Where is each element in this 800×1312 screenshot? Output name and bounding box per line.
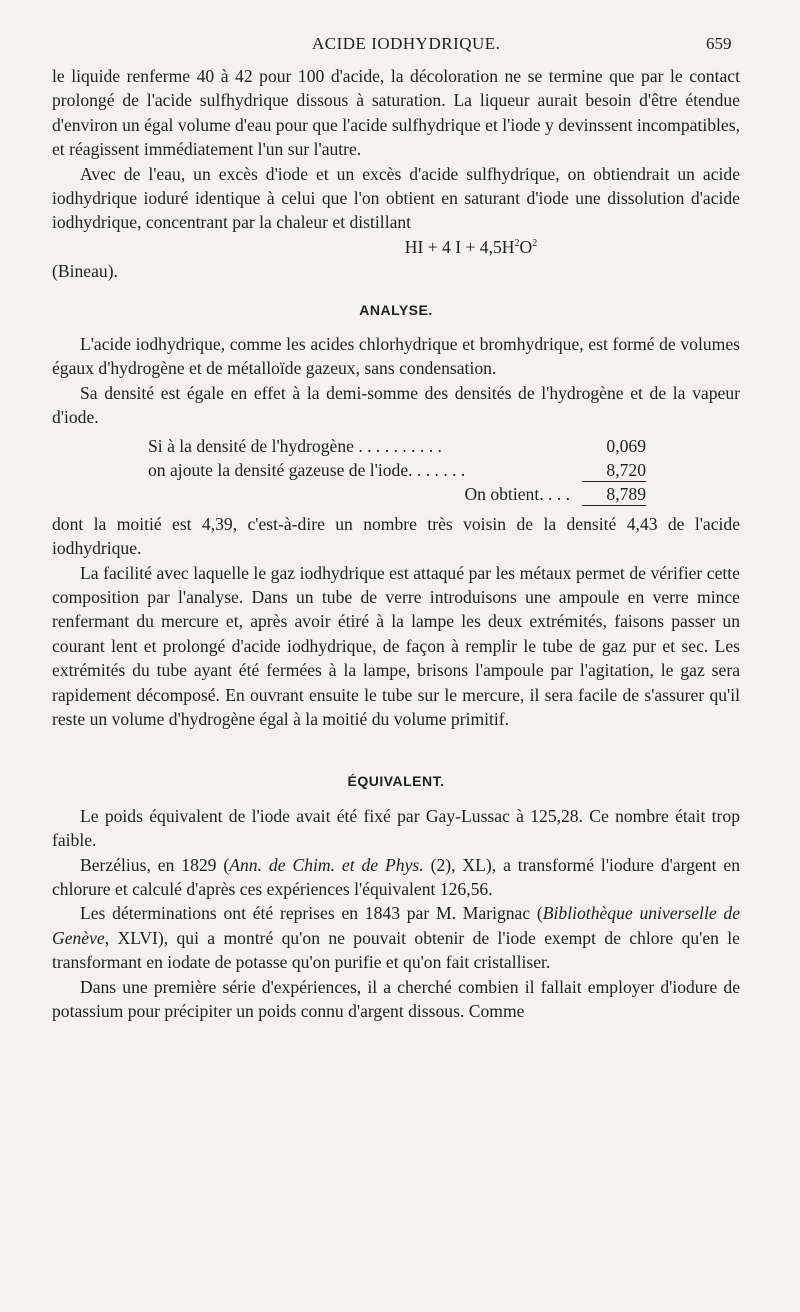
formula-sup-2: 2 <box>532 237 538 249</box>
paragraph-7: Le poids équivalent de l'iode avait été fixé par Gay-Lussac à 125,28. Ce nombre était trop faible. <box>52 805 740 851</box>
calc-label: on ajoute la densité gazeuse de l'iode. . . . . . . <box>148 459 466 480</box>
text-span: (2), XL), a transformé l'iodure d'argent en chlorure et calculé d'après ces expériences l'équivalent 126,56. <box>52 854 741 899</box>
paragraph-5: dont la moitié est 4,39, c'est-à-dire un nombre très voisin de la densité 4,43 de l'acide iodhydrique. <box>52 513 740 559</box>
formula-mid: O <box>519 236 533 257</box>
journal-citation: Bibliothèque universelle de Genève <box>52 903 741 948</box>
section-title-analyse: ANALYSE. <box>359 301 433 318</box>
text-span: Les déterminations ont été reprises en 1843 par M. Marignac ( <box>80 903 543 924</box>
paragraph-1: le liquide renferme 40 à 42 pour 100 d'acide, la décoloration ne se termine que par le contact prolongé de l'acide sulfhydrique dissous à saturation. La liqueur aurait besoin d'être étendue d'environ un égal volume d'eau pour que l'acide sulfhydrique et l'iode y devinssent incompatibles, et réagissent immédiatement l'un sur l'autre. <box>52 66 740 160</box>
calc-label: Si à la densité de l'hydrogène . . . . . . . . . . <box>148 435 442 456</box>
page-body <box>52 64 740 1023</box>
formula-source: (Bineau). <box>52 261 118 282</box>
text-span: , XLVI), qui a montré qu'on ne pouvait obtenir de l'iode exempt de chlore qu'en le transformant en iodate de potasse qu'on purifie et qu'on fait cristalliser. <box>52 927 740 973</box>
paragraph-9 <box>52 901 740 974</box>
calc-label: On obtient. . . . <box>464 483 570 504</box>
calc-row <box>52 458 740 482</box>
calc-row <box>52 482 740 506</box>
journal-citation: Ann. de Chim. et de Phys. <box>229 854 424 875</box>
formula-sup-1: 2 <box>514 237 520 249</box>
section-title-equivalent: ÉQUIVALENT. <box>347 773 445 790</box>
calc-row <box>52 434 740 458</box>
page-number: 659 <box>706 34 732 53</box>
paragraph-3: L'acide iodhydrique, comme les acides chlorhydrique et bromhydrique, est formé de volumes égaux d'hydrogène et de métalloïde gazeux, sans condensation. <box>52 334 740 379</box>
calc-value: 0,069 <box>606 435 646 456</box>
paragraph-2: Avec de l'eau, un excès d'iode et un excès d'acide sulfhydrique, on obtiendrait un acide iodhydrique ioduré identique à celui que l'on obtient en saturant d'iode une dissolution d'acide iodhydrique, concentrant par la chaleur et distillant <box>52 163 740 233</box>
paragraph-4: Sa densité est égale en effet à la demi-somme des densités de l'hydrogène et de la vapeur d'iode. <box>52 382 740 428</box>
page-header <box>0 34 800 56</box>
paragraph-8 <box>52 853 740 902</box>
running-title: ACIDE IODHYDRIQUE. <box>312 34 501 53</box>
calc-value: 8,789 <box>582 482 646 506</box>
text-span: Berzélius, en 1829 ( <box>80 854 230 875</box>
paragraph-10: Dans une première série d'expériences, il a cherché combien il fallait employer d'iodure de potassium pour précipiter un poids connu d'argent dissous. Comme <box>52 976 740 1021</box>
calc-value: 8,720 <box>582 458 646 482</box>
density-calculation <box>52 434 740 506</box>
paragraph-6: La facilité avec laquelle le gaz iodhydrique est attaqué par les métaux permet de vérifier cette composition par l'analyse. Dans un tube de verre introduisons une ampoule en verre mince renfermant du mercure et, après avoir étiré à la lampe les deux extrémités, faisons passer un courant lent et prolongé d'acide iodhydrique, de façon à remplir le tube de gaz pur et sec. Les extrémités du tube ayant été fermées à la lampe, brisons l'ampoule par l'agitation, le gaz sera rapidement décomposé. En ouvrant ensuite le tube sur le mercure, il sera facile de s'assurer qu'il reste un volume d'hydrogène égal à la moitié du volume primitif. <box>52 562 740 729</box>
formula-main: HI + 4 I + 4,5H <box>404 236 515 257</box>
formula <box>52 235 740 259</box>
